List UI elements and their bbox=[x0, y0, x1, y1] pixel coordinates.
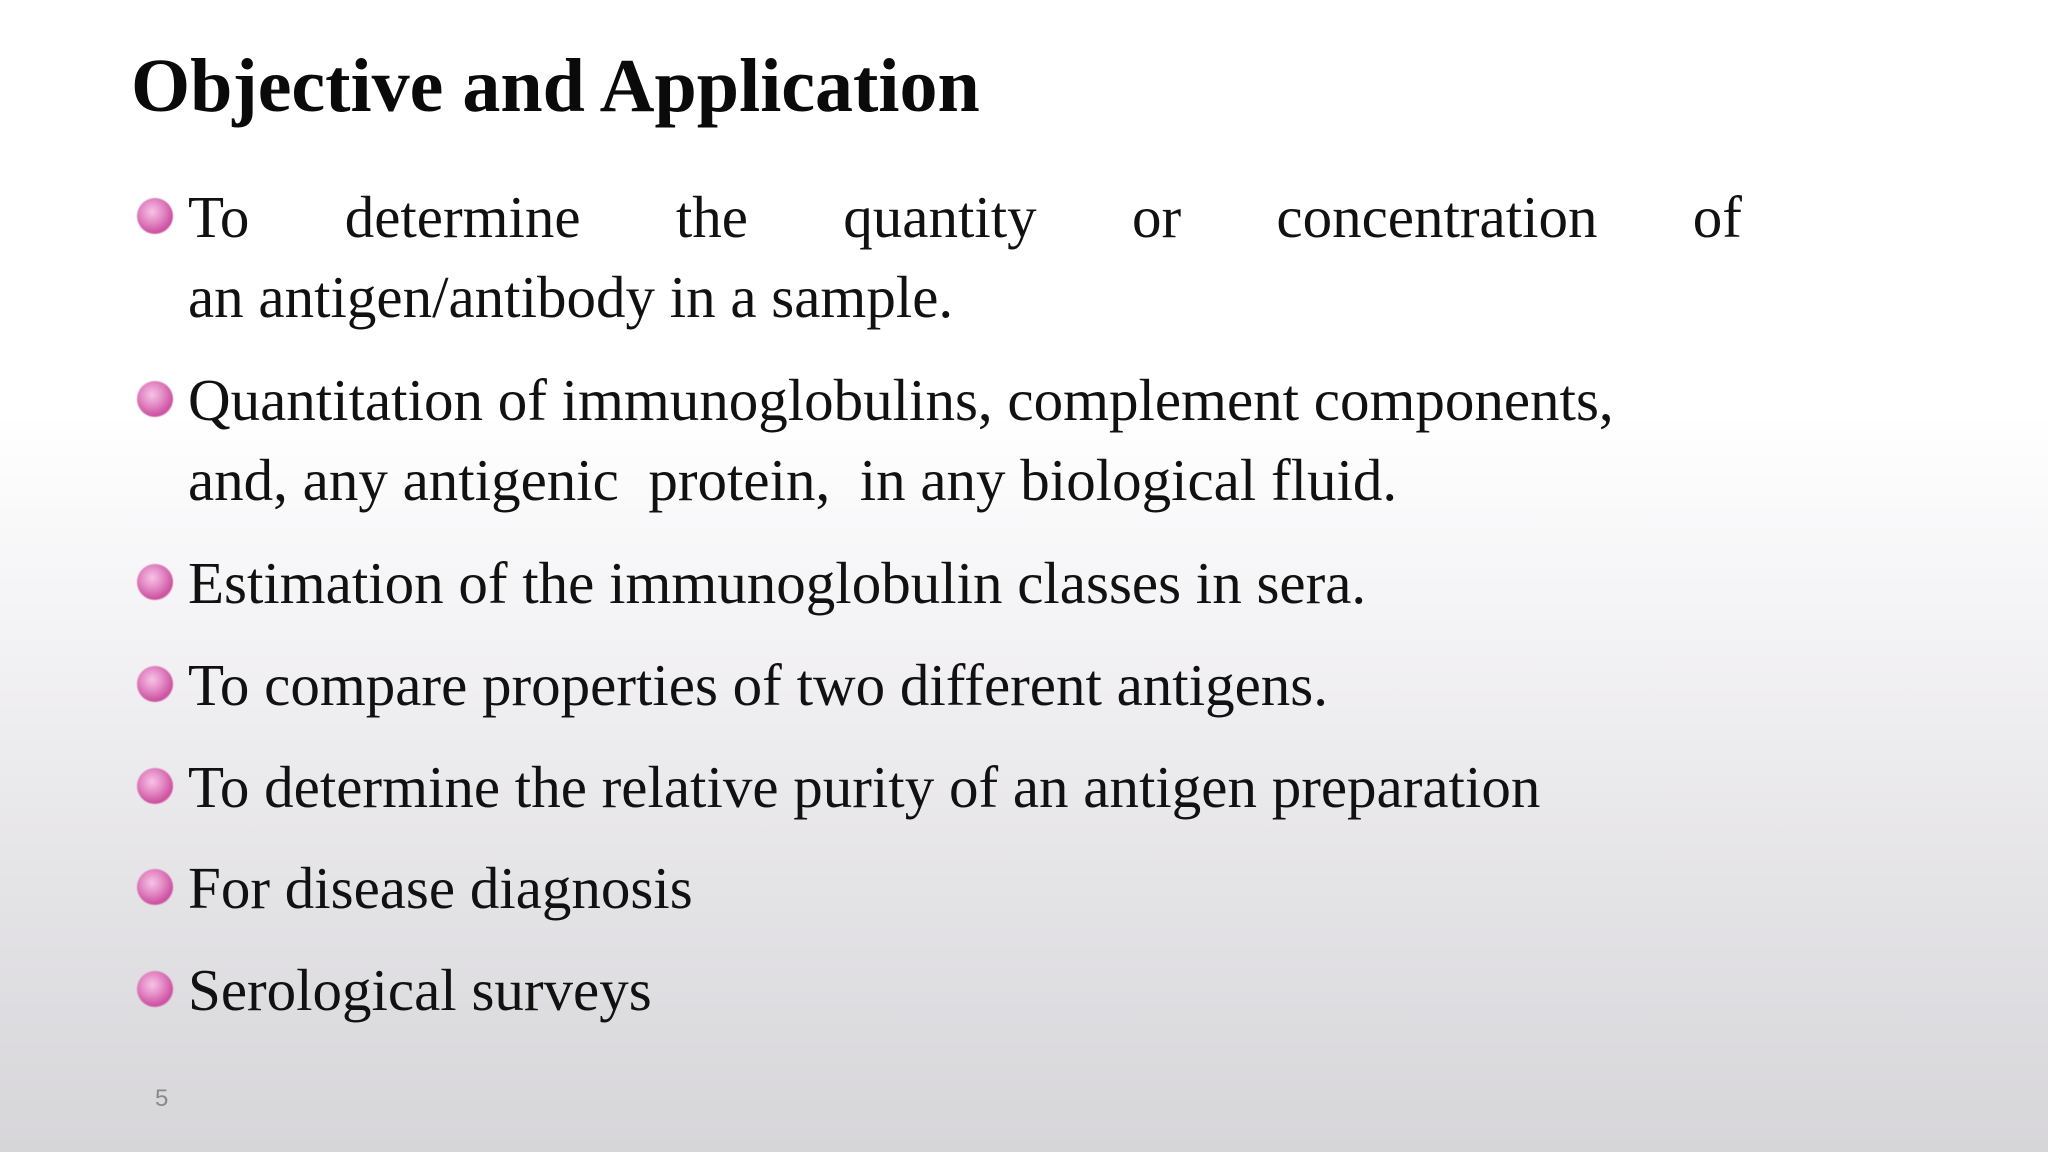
bullet-1-line-1 bbox=[188, 177, 1742, 257]
bullet-text-3: Estimation of the immunoglobulin classes in sera. bbox=[188, 550, 1367, 616]
bullet-dot-icon bbox=[137, 971, 173, 1007]
slide-title: Objective and Application bbox=[131, 44, 980, 128]
bullet-text-7: Serological surveys bbox=[188, 957, 652, 1023]
bullet-1-word: of bbox=[1692, 184, 1742, 250]
bullet-text-6: For disease diagnosis bbox=[188, 855, 693, 921]
bullet-text-4: To compare properties of two different antigens. bbox=[188, 652, 1328, 718]
bullet-text-5: To determine the relative purity of an antigen preparation bbox=[188, 754, 1541, 820]
bullet-2-line-1: Quantitation of immunoglobulins, complement components, bbox=[188, 367, 1614, 433]
bullet-dot-icon bbox=[137, 768, 173, 804]
bullet-dot-icon bbox=[137, 666, 173, 702]
bullet-dot-icon bbox=[137, 381, 173, 417]
bullet-2-line-2: and, any antigenic protein, in any biological fluid. bbox=[188, 447, 1398, 513]
bullet-dot-icon bbox=[137, 869, 173, 905]
page-number: 5 bbox=[155, 1085, 169, 1112]
bullet-1-word: the bbox=[675, 184, 748, 250]
bullet-1-word: concentration bbox=[1276, 184, 1598, 250]
bullet-dot-icon bbox=[137, 564, 173, 600]
bullet-1-word: or bbox=[1131, 184, 1182, 250]
bullet-1-word: To bbox=[188, 184, 250, 250]
bullet-dot-icon bbox=[137, 198, 173, 234]
bullet-text-1 bbox=[188, 177, 1742, 337]
bullet-1-line-2: an antigen/antibody in a sample. bbox=[188, 264, 954, 330]
bullet-1-word: quantity bbox=[843, 184, 1037, 250]
bullet-text-2 bbox=[188, 360, 1614, 520]
bullet-1-word: determine bbox=[344, 184, 581, 250]
